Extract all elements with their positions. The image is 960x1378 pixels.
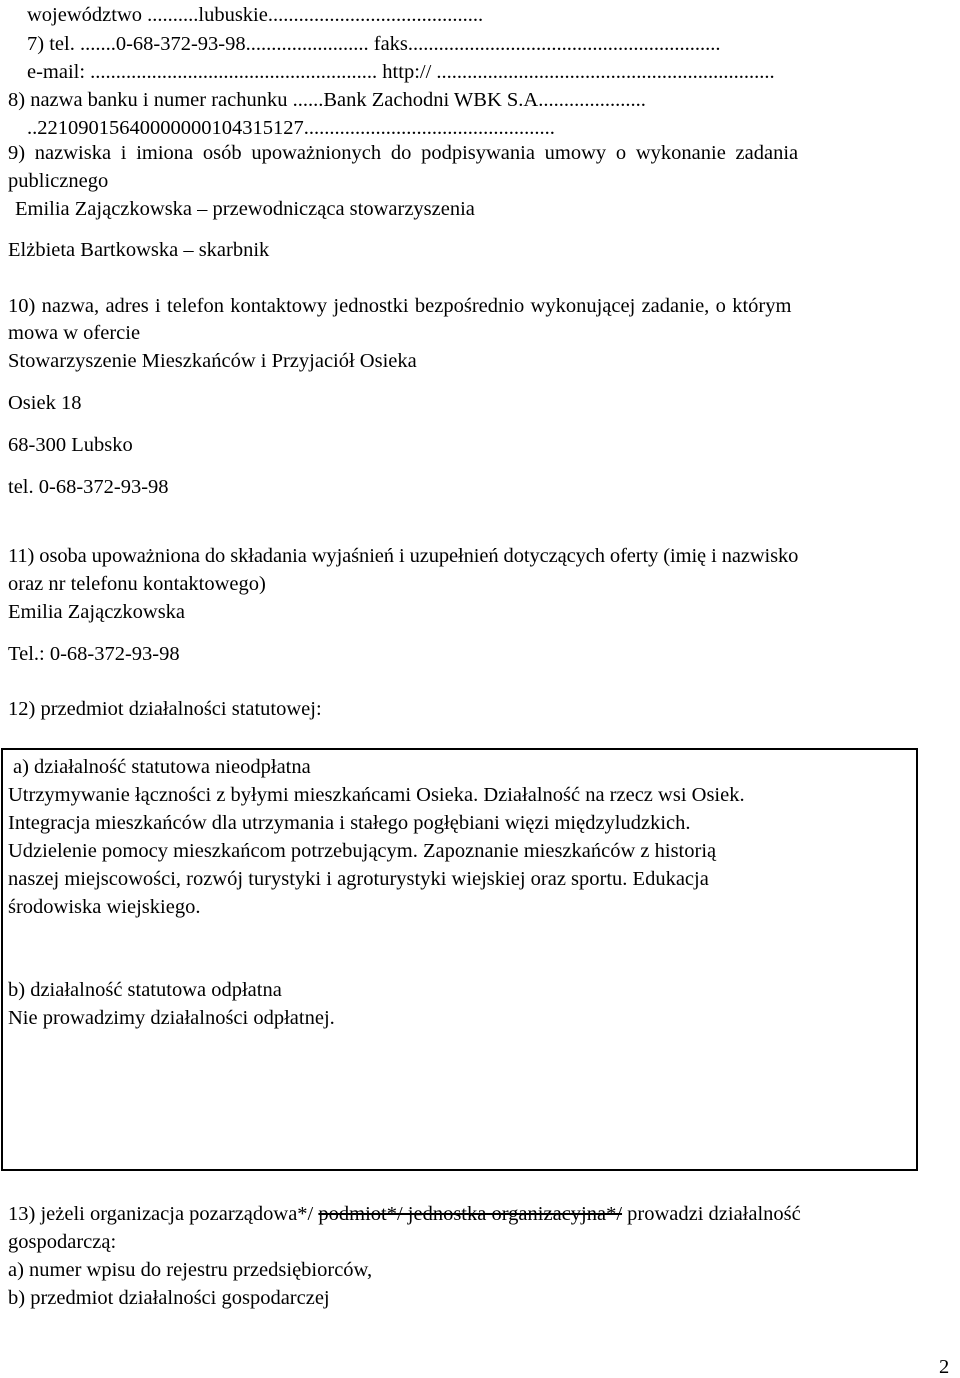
email-http-line: e-mail: ........................................................ http:// .................................................................. xyxy=(27,61,775,83)
unpaid-activity-text-3: Udzielenie pomocy mieszkańcom potrzebującym. Zapoznanie mieszkańców z historią xyxy=(8,840,717,862)
section-13-heading xyxy=(8,1204,801,1225)
section-13-suffix: prowadzi działalność xyxy=(622,1203,801,1225)
organization-phone: tel. 0-68-372-93-98 xyxy=(8,476,169,498)
authorized-person-2: Elżbieta Bartkowska – skarbnik xyxy=(8,239,270,261)
paid-activity-text: Nie prowadzimy działalności odpłatnej. xyxy=(8,1007,335,1029)
section-9-heading-cont: publicznego xyxy=(8,170,109,192)
unpaid-activity-text-1: Utrzymywanie łączności z byłymi mieszkańcami Osieka. Działalność na rzecz wsi Osiek. xyxy=(8,784,745,806)
section-13-heading-cont: gospodarczą: xyxy=(8,1231,117,1253)
unpaid-activity-text-4: naszej miejscowości, rozwój turystyki i agroturystyki wiejskiej oraz sportu. Edukacja xyxy=(8,868,709,890)
phone-fax-line: 7) tel. .......0-68-372-93-98........................ faks............................................................. xyxy=(27,33,721,55)
bank-account-line: ..22109015640000000104315127................................................. xyxy=(27,117,555,139)
section-11-heading: 11) osoba upoważniona do składania wyjaśnień i uzupełnień dotyczących oferty (imię i nazwisko xyxy=(8,545,799,567)
unpaid-activity-text-2: Integracja mieszkańców dla utrzymania i stałego pogłębiani więzi międzyludzkich. xyxy=(8,812,691,834)
section-9-heading: 9) nazwiska i imiona osób upoważnionych do podpisywania umowy o wykonanie zadania xyxy=(8,142,799,164)
section-10-heading: 10) nazwa, adres i telefon kontaktowy jednostki bezpośrednio wykonującej zadanie, o którym xyxy=(8,295,792,317)
section-13-item-a: a) numer wpisu do rejestru przedsiębiorców, xyxy=(8,1259,373,1281)
organization-name: Stowarzyszenie Mieszkańców i Przyjaciół Osieka xyxy=(8,350,417,372)
bank-name-line: 8) nazwa banku i numer rachunku ......Bank Zachodni WBK S.A..................... xyxy=(8,89,646,111)
organization-address-1: Osiek 18 xyxy=(8,392,82,414)
contact-person-name: Emilia Zajączkowska xyxy=(8,601,186,623)
paid-activity-heading: b) działalność statutowa odpłatna xyxy=(8,979,282,1001)
voivodeship-line: województwo ..........lubuskie.......................................... xyxy=(27,4,484,26)
section-13-item-b: b) przedmiot działalności gospodarczej xyxy=(8,1287,330,1309)
section-12-heading: 12) przedmiot działalności statutowej: xyxy=(8,698,322,720)
organization-address-2: 68-300 Lubsko xyxy=(8,434,133,456)
contact-person-phone: Tel.: 0-68-372-93-98 xyxy=(8,643,180,665)
authorized-person-1: Emilia Zajączkowska – przewodnicząca stowarzyszenia xyxy=(15,198,475,220)
page-number: 2 xyxy=(939,1356,950,1378)
section-13-prefix: 13) jeżeli organizacja pozarządowa*/ xyxy=(8,1203,319,1225)
section-13-struck-options: podmiot*/ jednostka organizacyjna*/ xyxy=(318,1203,623,1225)
unpaid-activity-heading: a) działalność statutowa nieodpłatna xyxy=(13,756,311,778)
section-10-heading-cont: mowa w ofercie xyxy=(8,322,141,344)
unpaid-activity-text-5: środowiska wiejskiego. xyxy=(8,896,201,918)
section-11-heading-cont: oraz nr telefonu kontaktowego) xyxy=(8,573,266,595)
